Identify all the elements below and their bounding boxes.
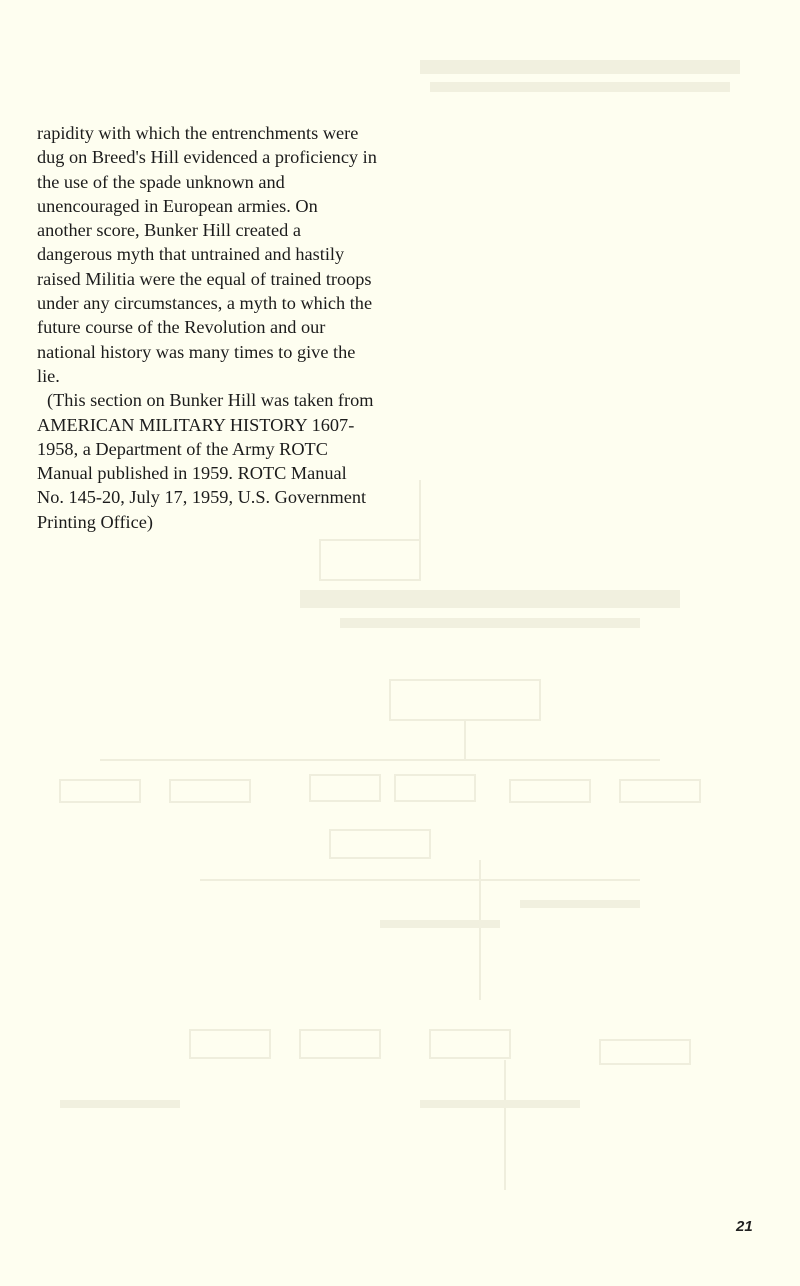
paragraph: (This section on Bunker Hill was taken from AMERICAN MILITARY HISTORY 1607-1958, a Department of the Army ROTC Manual published in 1959. ROTC Manual No. 145-20, July 17, 1959, U.S. Government Printing Office) [37,390,374,532]
body-text [37,121,377,534]
paragraph: rapidity with which the entrenchments were dug on Breed's Hill evidenced a proficiency in the use of the spade unknown and unencouraged in European armies. On another score, Bunker Hill created a dangerous myth that untrained and hastily raised Militia were the equal of trained troops under any circumstances, a myth to which the future course of the Revolution and our national history was many times to give the lie. [37,123,377,386]
page-number: 21 [736,1218,753,1235]
